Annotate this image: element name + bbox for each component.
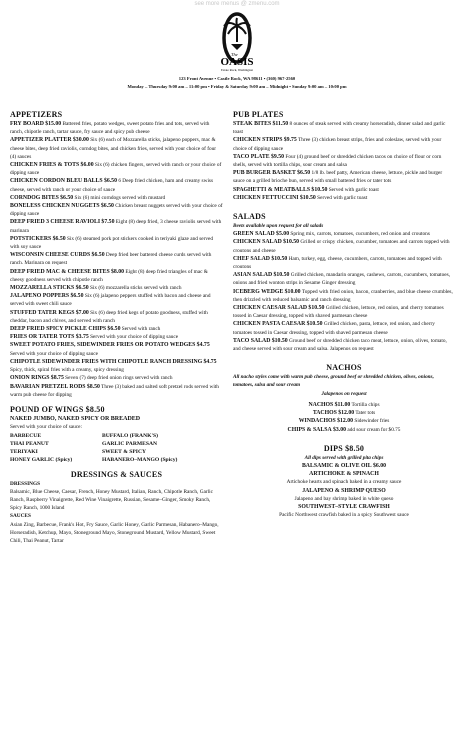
menu-item-name: CHICKEN FETTUCCINI	[233, 194, 299, 201]
menu-item-description: Topped with fried onion, bacon, cranberries, and blue cheese crumbles, then drizzled with reduced balsamic and ranch dressing	[233, 288, 453, 303]
menu-item-price: $10.50	[306, 321, 323, 328]
menu-item-price: $12.00	[338, 410, 355, 417]
menu-item-name: CHICKEN STRIPS	[233, 137, 283, 144]
menu-item-description: Eight (8) deep fried, 3 cheese raviolis served with marinara	[10, 219, 222, 234]
menu-item-name: CHICKEN SALAD	[233, 239, 282, 246]
menu-item-name: WINDACHOS	[298, 418, 336, 425]
menu-item-description: Three (3) chicken breast strips, fries and coleslaw, served with your choice of dipping sauce	[233, 137, 442, 152]
menu-item-price: $4.75	[203, 358, 217, 365]
menu-item-description: Tortilla chips	[351, 401, 380, 408]
menu-item-description: Eight (8) deep fried triangles of mac & cheesy goodness served with chipotle ranch	[10, 268, 208, 283]
menu-item-description: Served with your choice of dipping sauce	[90, 334, 179, 341]
menu-item-price: $10.50	[299, 194, 316, 201]
menu-item-name: ICEBERG WEDGE	[233, 288, 284, 295]
menu-item	[233, 304, 455, 320]
menu-item-name: TACO SALAD	[233, 337, 271, 344]
menu-item-description: Served with garlic toast	[328, 186, 379, 193]
menu-item	[233, 417, 455, 425]
menu-item-price: $6.50	[75, 285, 89, 292]
nachos-list	[233, 401, 455, 434]
menu-item-name: NACHOS	[308, 401, 334, 408]
appetizers-list	[10, 120, 223, 399]
menu-item-description: Deep fried beer battered cheese curds served with ranch. Marinara on request	[10, 252, 212, 267]
menu-item-description: Served with your choice of dipping sauce	[10, 350, 98, 357]
menu-item-name: CHICKEN PASTA CAESAR	[233, 321, 306, 328]
menu-item-name: BALSAMIC & OLIVE OIL	[301, 462, 372, 469]
menu-item	[10, 309, 223, 325]
wing-sauce: BARBECUE	[10, 432, 42, 439]
menu-item-description: Tater tots	[355, 410, 376, 417]
sauces-label: SAUCES	[10, 513, 31, 520]
menu-item	[233, 409, 455, 417]
menu-item	[233, 230, 455, 238]
menu-item	[10, 284, 223, 292]
menu-item-price: $9.75	[283, 137, 297, 144]
menu-item-description: Six (6) steamed pork pot stickers cooked in teriyaki glaze and served with soy sauce	[10, 235, 214, 251]
menu-item-name: MOZZARELLA STICKS	[10, 285, 75, 292]
menu-item-description: Pacific Northwest crawfish baked in a spicy Southwest sauce	[279, 512, 409, 519]
menu-item-description: 6 Deep fried chicken, ham and creamy swiss cheese, served with ranch or your choice of sauce	[10, 178, 214, 193]
menu-item-name: TACO PLATE	[233, 153, 270, 160]
nachos-note: All nacho styles come with warm pub cheese, ground beef or shredded chicken, olives, onions, tomatoes, salsa and sour cream	[233, 374, 434, 389]
menu-item	[10, 177, 223, 193]
wings-choice: Served with your choice of sauce:	[10, 424, 82, 431]
menu-item	[233, 503, 455, 519]
pub-plates-list	[233, 120, 455, 202]
menu-item	[233, 153, 455, 169]
nachos-jalapeno-note: Jalapenos on request	[321, 390, 367, 397]
menu-item-description: Served with garlic toast	[317, 194, 368, 201]
menu-item	[233, 487, 455, 503]
menu-item-description: Six (6) deep fried kegs of potato goodness, stuffed with cheddar, bacon and chives, and served with ranch	[10, 309, 208, 324]
menu-item-description: Six (6) jalapeno peppers stuffed with bacon and cheese and served with sweet chili sauce	[10, 293, 211, 308]
menu-item-name: GREEN SALAD	[233, 231, 275, 238]
menu-item-name: JALAPENO POPPERS	[10, 293, 70, 300]
menu-item	[10, 325, 223, 333]
menu-item	[233, 136, 455, 152]
menu-item-price: $6.50	[297, 170, 311, 177]
menu-item	[10, 136, 223, 161]
wing-sauce: THAI PEANUT	[10, 440, 49, 447]
wings-heading: POUND OF WINGS $8.50	[10, 404, 105, 414]
menu-item	[10, 333, 223, 341]
menu-item-description: Six (6) chicken fingers, served with ranch or your choice of dipping sauce	[10, 162, 222, 177]
menu-item	[10, 383, 223, 399]
menu-item-price: $15.00	[45, 121, 62, 127]
watermark: see more menus @ zmenu.com	[194, 1, 280, 7]
menu-item-name: POTSTICKERS	[10, 235, 52, 242]
menu-item-description: add sour cream for $0.75	[347, 426, 401, 433]
menu-item-description: Grilled chicken, pasta, lettuce, red onion, and cherry tomatoes tossed in Caesar dressing, topped with shaved parmesan cheese	[233, 321, 435, 336]
dips-list	[233, 462, 455, 519]
menu-item-price: $6.50	[100, 203, 114, 210]
menu-item	[233, 186, 455, 194]
menu-item-price: $8.00	[111, 268, 125, 275]
menu-item-price: $10.00	[284, 288, 301, 295]
menu-item-price: $9.50	[271, 153, 285, 160]
wing-sauce: HABANERO–MANGO (Spicy)	[102, 456, 178, 463]
menu-item	[10, 268, 223, 284]
menu-item-price: $10.50	[283, 239, 300, 246]
menu-item-name: PUB BURGER BASKET	[233, 170, 296, 177]
menu-item-name: CHICKEN CAESAR SALAD	[233, 305, 308, 312]
menu-item-price: $4.75	[196, 342, 210, 349]
menu-item-price: $6.50	[107, 326, 121, 333]
menu-item-price: $5.00	[276, 231, 290, 238]
menu-item-name: CHIPOTLE SIDEWINDER FRIES WITH CHIPOTLE RANCH DRESSING	[10, 358, 203, 365]
menu-item-name: BONELESS CHICKEN NUGGETS	[10, 203, 100, 210]
wing-sauce: HONEY GARLIC (Spicy)	[10, 456, 73, 463]
salads-heading: SALADS	[233, 212, 266, 222]
menu-item-price: $11.50	[272, 121, 289, 127]
menu-item-name: FRIES OR TATER TOTS	[10, 334, 75, 341]
hours: Monday – Thursday 9:00 am – 11:00 pm • Friday & Saturday 9:00 am – Midnight • Sunday 9:00 am – 10:00 pm	[127, 84, 347, 89]
menu-item	[233, 470, 455, 486]
menu-item-description: Three (3) baked and salted soft pretzel rods served with warm pub cheese for dipping	[10, 383, 219, 398]
menu-item	[233, 288, 455, 304]
menu-item-price: $10.50	[311, 186, 328, 193]
menu-item-price: $8.50	[86, 383, 100, 390]
menu-item-description: Grilled chicken, mandarin oranges, cashews, carrots, cucumbers, tomatoes, onions and fried wonton strips in Sesame Ginger dressing	[233, 272, 451, 287]
dressings-text: Balsamic, Blue Cheese, Caesar, French, Honey Mustard, Italian, Ranch, Chipotle Ranch, Garlic Ranch, Raspberry Vinaigrette, Red Wine Vinaigrette, Russian, Sesame–Ginger, Smoky Ranch, Spicy Ranch, 1000 Island	[10, 488, 213, 512]
menu-item-price: $8.75	[50, 375, 64, 382]
menu-item	[10, 218, 223, 234]
menu-item-price: $6.50	[60, 194, 74, 201]
menu-item-name: JALAPENO & SHRIMP QUESO	[302, 487, 386, 494]
menu-item-description: Six (6) mozzarella sticks served with ranch	[89, 285, 182, 292]
dips-heading: DIPS $8.50	[323, 443, 365, 453]
menu-item-description: Grilled chicken, lettuce, red onion, and cherry tomatoes tossed in Caesar dressing, topped with shaved parmesan cheese	[233, 305, 444, 320]
menu-item	[10, 235, 223, 251]
menu-item	[233, 462, 455, 470]
menu-item-description: Spring mix, carrots, tomatoes, cucumbers, red onion and croutons	[290, 231, 430, 238]
menu-item-price: $10.50	[308, 305, 325, 312]
menu-item	[10, 374, 223, 382]
menu-item	[10, 251, 223, 267]
menu-item	[10, 341, 223, 357]
menu-item-description: Ham, turkey, egg, cheese, cucumbers, carrots, tomatoes and topped with croutons	[233, 255, 442, 271]
menu-item-price: $6.50	[70, 293, 84, 300]
right-column	[233, 110, 455, 519]
menu-item-name: STUFFED TATER KEGS	[10, 309, 75, 316]
menu-item-price: $6.50	[52, 235, 66, 242]
menu-item-description: Artichoke hearts and spinach baked in a creamy sauce	[286, 479, 402, 486]
menu-item-name: CHEF SALAD	[233, 255, 270, 262]
oasis-logo	[207, 12, 267, 74]
menu-item	[10, 120, 223, 136]
menu-item-name: CHIPS & SALSA	[287, 426, 332, 433]
menu-item-price: $10.50	[271, 255, 288, 262]
menu-item-description: 1/8 lb. beef patty, American cheese, lettuce, pickle and burger sauce on a grilled brioche bun, served with small battered fries or tater tots	[233, 170, 443, 185]
menu-item-description: Four (4) ground beef or shredded chicken tacos on choice of flour or corn shells, served with tortilla chips, sour cream and salsa	[233, 153, 442, 169]
menu-item	[233, 255, 455, 271]
menu-item-name: CORNDOG BITES	[10, 194, 59, 201]
menu-item-name: SWEET POTATO FRIES, SIDEWINDER FRIES OR POTATO WEDGES	[10, 342, 196, 349]
menu-item	[233, 320, 455, 336]
logo-the: The	[231, 52, 238, 57]
wing-sauce: BUFFALO (FRANK'S)	[102, 432, 158, 439]
menu-item	[233, 271, 455, 287]
menu-item-name: BAVARIAN PRETZEL RODS	[10, 383, 86, 390]
menu-item-price: $6.50	[103, 178, 117, 185]
wings-sub: NAKED JUMBO, NAKED SPICY OR BREADED	[10, 415, 141, 422]
wing-sauce: TERIYAKI	[10, 448, 38, 455]
appetizers-heading: APPETIZERS	[10, 110, 63, 119]
menu-item	[10, 292, 223, 308]
dressings-heading: DRESSINGS & SAUCES	[70, 469, 163, 479]
menu-item-name: DEEP FRIED MAC & CHEESE BITES	[10, 268, 110, 275]
menu-item-price: $12.00	[337, 418, 354, 425]
menu-item-description: Six (6) each of Mozzarella sticks, jalapeno poppers, mac & cheese bites, deep fried raviolis, corndog bites, and chicken fries, served with your choice of four (4) sauces	[10, 137, 217, 160]
nachos-heading: NACHOS	[326, 363, 362, 373]
menu-item-name: ONION RINGS	[10, 375, 50, 382]
menu-item	[233, 401, 455, 409]
menu-item-description: Battered fries, potato wedges, sweet potato fries and tots, served with ranch, chipotle ranch, tartar sauce, fry sauce and spicy pub cheese	[10, 121, 210, 136]
menu-item-price: $10.50	[271, 337, 288, 344]
menu-item-price: $30.00	[72, 137, 89, 144]
logo-tagline: Estate Rock, Washington	[221, 68, 253, 72]
menu-item-name: CHICKEN CORDON BLEU BALLS	[10, 178, 103, 185]
address: 123 Front Avenue • Castle Rock, WA 98611 • (360) 967-2560	[178, 76, 296, 81]
left-column	[10, 110, 223, 545]
menu-item	[10, 161, 223, 177]
menu-item-name: APPETIZER PLATTER	[10, 137, 72, 144]
menu-item	[233, 194, 455, 202]
pub-plates-heading: PUB PLATES	[233, 110, 284, 119]
menu-item	[233, 169, 455, 185]
menu-item-description: Grilled or crispy chicken, cucumber, tomatoes and carrots topped with croutons and cheese	[233, 239, 450, 254]
menu-item-description: Ground beef or shredded chicken taco meat, lettuce, onion, olives, tomato, and cheese served with sour cream and salsa. Jalapenos on request	[233, 337, 447, 353]
menu-item-price: $6.50	[91, 252, 105, 259]
menu-item	[10, 194, 223, 202]
menu-item-description: 8 ounces of steak served with creamy horseradish, dinner salad and garlic toast	[233, 121, 446, 136]
menu-item-price: $11.00	[334, 401, 351, 408]
menu-item-description: Jalapeno and bay shrimp baked in white queso	[294, 495, 394, 502]
dips-note: All dips served with grilled pita chips	[304, 454, 384, 461]
menu-item-description: Served with ranch	[121, 326, 161, 333]
menu-item-name: ARTICHOKE & SPINACH	[309, 471, 379, 478]
menu-item-price: $6.00	[373, 462, 387, 469]
menu-item	[10, 358, 223, 374]
menu-item-price: $7.50	[101, 219, 115, 226]
menu-item	[233, 238, 455, 254]
menu-item-price: $3.75	[75, 334, 89, 341]
menu-item-name: SOUTHWEST–STYLE CRAWFISH	[298, 503, 390, 510]
menu-item-name: FRY BOARD	[10, 121, 44, 127]
menu-item-price: $6.00	[80, 162, 94, 169]
menu-item-description: Six (6) mini corndogs served with mustard	[74, 194, 166, 201]
wing-sauce: GARLIC PARMESAN	[102, 440, 158, 447]
dressings-label: DRESSINGS	[10, 480, 41, 487]
menu-item-name: CHICKEN FRIES & TOTS	[10, 162, 80, 169]
menu-item-description: Seven (7) deep fried onion rings served with ranch	[65, 375, 173, 382]
menu-item-description: Sidewinder fries	[354, 418, 390, 425]
wing-sauce: SWEET & SPICY	[102, 448, 147, 455]
menu-item	[233, 120, 455, 136]
menu-item	[233, 337, 455, 353]
menu-item-description: Spicy, thick, spiral fries with a creamy, spicy dressing	[10, 367, 124, 374]
menu-item-name: TACHOS	[312, 410, 337, 417]
menu-item-price: $3.00	[332, 426, 347, 433]
salads-note: Beets available upon request for all salads	[233, 223, 324, 230]
menu-item-name: STEAK BITES	[233, 121, 272, 127]
menu-item-name: SPAGHETTI & MEATBALLS	[233, 186, 311, 193]
menu-item-name: WISCONSIN CHEESE CURDS	[10, 252, 91, 259]
wing-sauces-grid	[10, 432, 223, 464]
menu-item-description: Chicken breast nuggets served with your choice of dipping sauce	[10, 203, 223, 218]
sauces-text: Asian Zing, Barbecue, Frank's Hot, Fry Sauce, Garlic Honey, Garlic Parmesan, Habanero–Mango, Horseradish, Ketchup, Mayo, Stoneground Mayo, Stoneground Mustard, Yellow Mustard, Sweet Chili, Thai Peanut, Tartar	[10, 521, 219, 545]
menu-item	[10, 202, 223, 218]
logo-name: OASIS	[220, 56, 254, 68]
menu-item-name: DEEP FRIED 3 CHEESE RAVIOLI	[10, 219, 101, 226]
menu-item-price: $10.50	[273, 272, 290, 279]
salads-list	[233, 230, 455, 353]
menu-item	[233, 426, 455, 434]
menu-item-price: $7.00	[75, 309, 89, 316]
menu-item-name: ASIAN SALAD	[233, 272, 273, 279]
menu-item-name: DEEP FRIED SPICY PICKLE CHIPS	[10, 326, 107, 333]
